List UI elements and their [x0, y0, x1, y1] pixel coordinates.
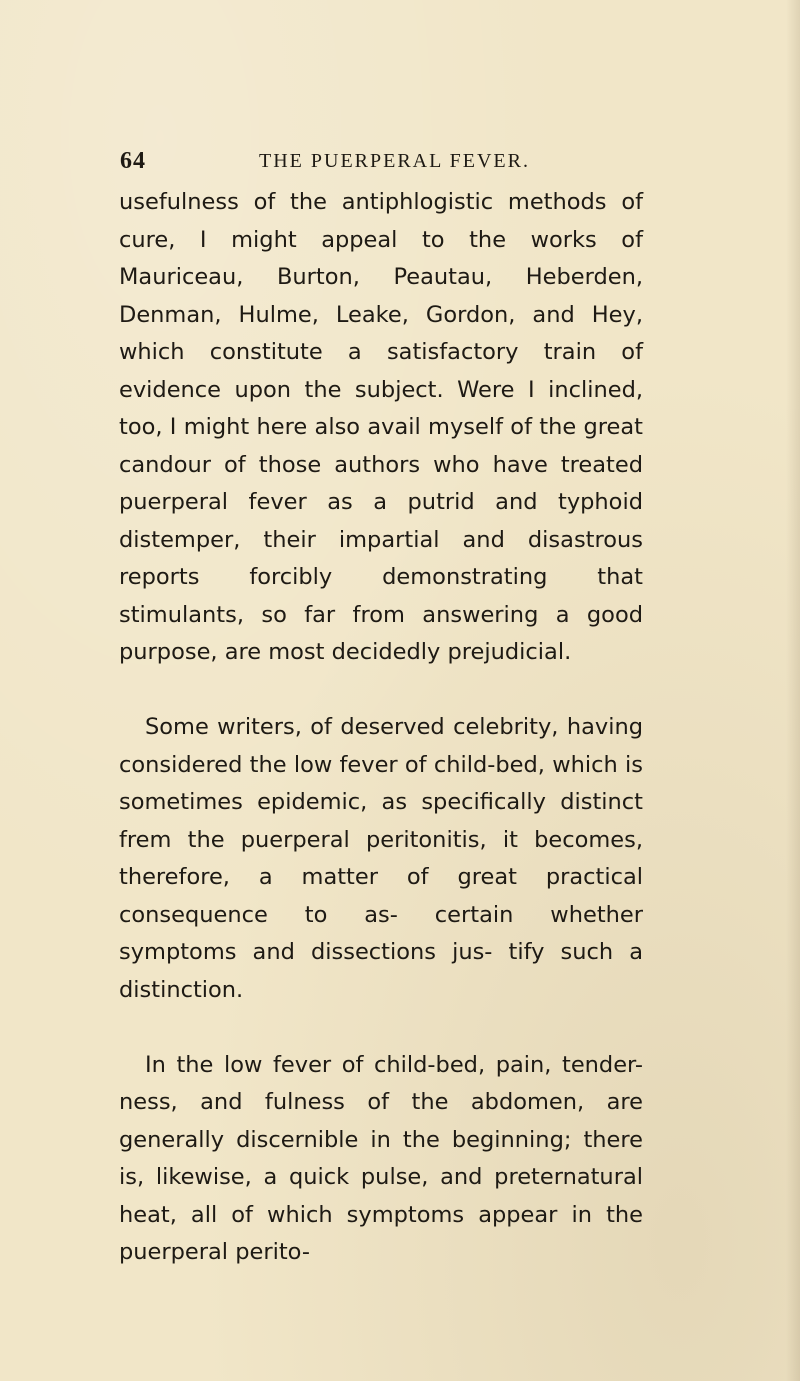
paragraph-low-fever: In the low fever of child-bed, pain, tender- ness, and fulness of the abdomen, are generally discernible in the beginning; there is, likewise, a quick pulse, and preternatural heat, all of which symptoms appear in the puerperal perito- — [119, 1051, 643, 1265]
page-header — [120, 148, 680, 178]
running-title: THE PUERPERAL FEVER. — [259, 150, 530, 172]
page-number: 64 — [120, 148, 146, 174]
paragraph-some-writers: Some writers, of deserved celebrity, having considered the low fever of child-bed, which is sometimes epidemic, as specifically distinct frem the puerperal peritonitis, it becomes, therefore, a matter of great practical consequence to as- certain whether symptoms and dissections jus- tify such a distinction. — [119, 714, 643, 1003]
page-edge-shadow — [786, 0, 800, 1381]
paragraph-continuation: usefulness of the antiphlogistic methods of cure, I might appeal to the works of Mauriceau, Burton, Peautau, Heberden, Denman, Hulme, Leake, Gordon, and Hey, which constitute a satisfactory train of evidence upon the subject. Were I inclined, too, I might here also avail myself of the great candour of those authors who have treated puerperal fever as a putrid and typhoid distemper, their impartial and disastrous reports forcibly demonstrating that stimulants, so far from answering a good purpose, are most decidedly prejudicial. — [119, 189, 643, 665]
body-text — [119, 184, 643, 1272]
